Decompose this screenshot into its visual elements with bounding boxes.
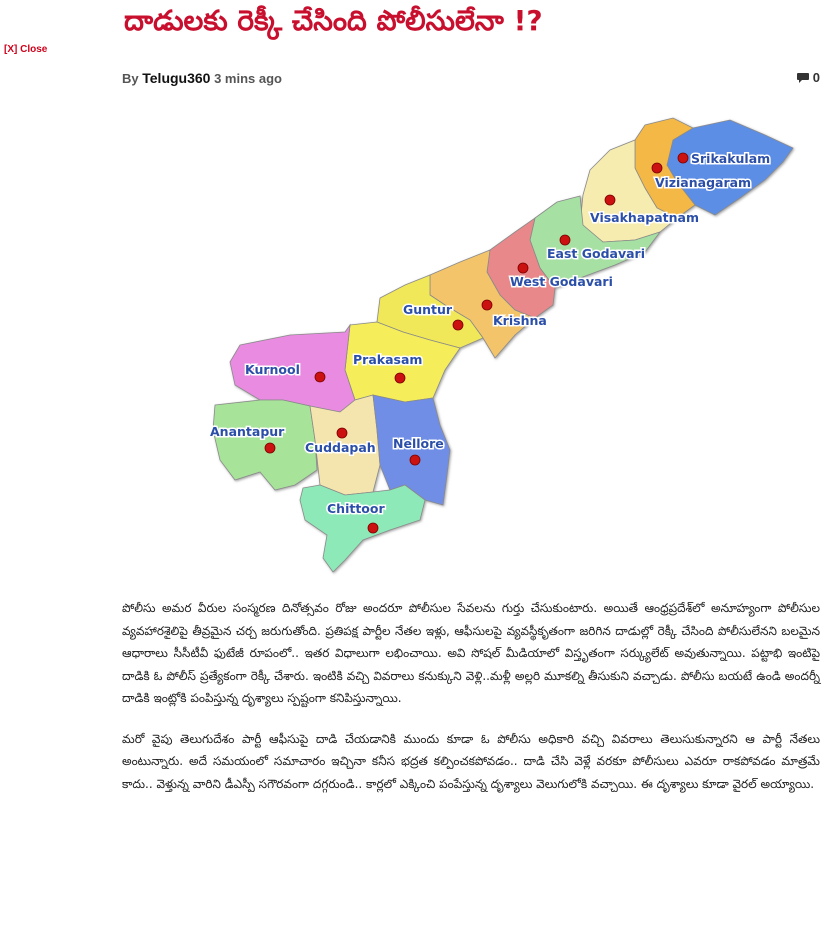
label-west-godavari: West Godavari: [510, 274, 613, 289]
article-body: [122, 597, 820, 813]
label-anantapur: Anantapur: [210, 424, 285, 439]
author-link[interactable]: Telugu360: [142, 70, 211, 86]
marker-guntur: [453, 320, 463, 330]
district-shape-anantapur: [213, 400, 317, 490]
label-guntur: Guntur: [403, 302, 453, 317]
label-cuddapah: Cuddapah: [305, 440, 376, 455]
label-krishna: Krishna: [493, 313, 547, 328]
district-map: [205, 100, 810, 580]
marker-cuddapah: [337, 428, 347, 438]
label-nellore: Nellore: [393, 436, 444, 451]
marker-kurnool: [315, 372, 325, 382]
comment-count-value: 0: [812, 70, 820, 85]
comment-count[interactable]: [797, 70, 820, 85]
map-svg: [205, 100, 810, 580]
paragraph: పోలీసు అమర వీరుల సంస్మరణ దినోత్సవం రోజు అందరూ పోలీసుల సేవలను గుర్తు చేసుకుంటారు. అయితే ఆంధ్రప్రదేశ్‌లో అనూహ్యంగా పోలీసుల వ్యవహారశైలిపై తీవ్రమైన చర్చ జరుగుతోంది. ప్రతిపక్ష పార్టీల నేతల ఇళ్లు, ఆఫీసులపై వ్యవస్థీకృతంగా జరిగిన దాడుల్లో రెక్కీ చేసింది పోలీసులేనని బలమైన ఆధారాలు సీసీటీవీ ఫుటేజీ రూపంలో.. ఇతర విధాలుగా లభించాయి. అవి సోషల్ మీడియాలో విస్తృతంగా సర్క్యులేట్ అవుతున్నాయి. పట్టాభి ఇంటిపై దాడికి ఓ పోలీస్ ప్రత్యేకంగా రెక్కీ చేశారు. ఇంటికి వచ్చి వివరాలు కనుక్కుని వెళ్లి..మళ్లీ అల్లరి మూకల్ని తీసుకుని వచ్చాడు. పోలీసు బయటే ఉండి అందర్నీ దాడికి ఇంట్లోకి పంపిస్తున్న దృశ్యాలు స్పష్టంగా కనిపిస్తున్నాయి.: [122, 601, 820, 705]
timestamp: 3 mins ago: [214, 71, 282, 86]
marker-west-godavari: [518, 263, 528, 273]
marker-anantapur: [265, 443, 275, 453]
label-east-godavari: East Godavari: [547, 246, 646, 261]
marker-east-godavari: [560, 235, 570, 245]
article-meta: [122, 70, 820, 88]
marker-srikakulam: [678, 153, 688, 163]
close-link[interactable]: [X] Close: [4, 44, 48, 55]
label-visakhapatnam: Visakhapatnam: [590, 210, 699, 225]
label-vizianagaram: Vizianagaram: [655, 175, 752, 190]
comment-icon: [797, 73, 809, 83]
marker-prakasam: [395, 373, 405, 383]
marker-visakhapatnam: [605, 195, 615, 205]
marker-vizianagaram: [652, 163, 662, 173]
by-label: By: [122, 71, 139, 86]
label-prakasam: Prakasam: [353, 352, 423, 367]
district-shape-chittoor: [300, 485, 425, 572]
label-chittoor: Chittoor: [327, 501, 385, 516]
article-title: దాడులకు రెక్కీ చేసింది పోలీసులేనా !?: [124, 4, 543, 37]
marker-nellore: [410, 455, 420, 465]
label-kurnool: Kurnool: [245, 362, 300, 377]
paragraph: మరో వైపు తెలుగుదేశం పార్టీ ఆఫీసుపై దాడి చేయడానికి ముందు కూడా ఓ పోలీసు అధికారి వచ్చి వివరాలు తెలుసుకున్నారని ఆ పార్టీ నేతలు అంటున్నారు. అదే సమయంలో సమాచారం ఇచ్చినా కనీస భద్రత కల్పించకపోవడం.. దాడి చేసి వెళ్లే వరకూ పోలీసులు ఎవరూ రాకపోవడం మాత్రమే కాదు.. వెళ్తున్న వారిని డీఎస్పీ సగౌరవంగా దగ్గరుండి.. కార్లలో ఎక్కించి పంపేస్తున్న దృశ్యాలు వెలుగులోకి వచ్చాయి. ఈ దృశ్యాలు కూడా వైరల్ అయ్యాయి.: [122, 731, 820, 791]
label-srikakulam: Srikakulam: [691, 151, 771, 166]
marker-chittoor: [368, 523, 378, 533]
marker-krishna: [482, 300, 492, 310]
